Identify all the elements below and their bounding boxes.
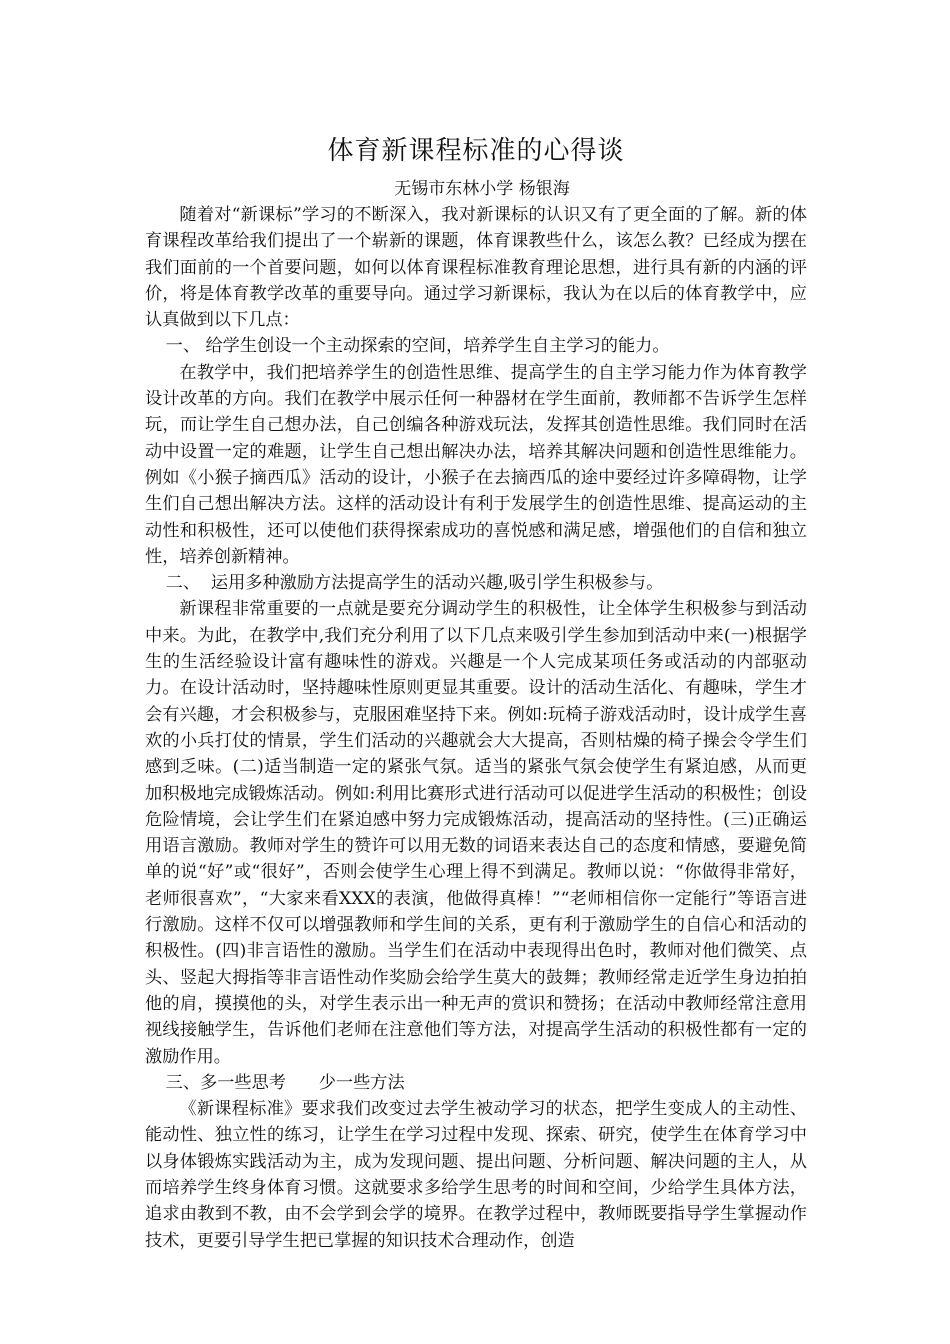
document-author: 无锡市东林小学 杨银海: [394, 179, 570, 199]
section-2-paragraph: 新课程非常重要的一点就是要充分调动学生的积极性，让全体学生积极参与到活动中来。为此，在教学中,我们充分利用了以下几点来吸引学生参加到活动中来(一)根据学生的生活经验设计富有趣味性的游戏。兴趣是一个人完成某项任务或活动的内部驱动力。在设计活动时，坚持趣味性原则更显其重要。设计的活动生活化、有趣味，学生才会有兴趣，才会积极参与，克服困难坚持下来。例如:玩椅子游戏活动时，设计成学生喜欢的小兵打仗的情景，学生们活动的兴趣就会大大提高，否则枯燥的椅子操会令学生们感到乏味。(二)适当制造一定的紧张气氛。适当的紧张气氛会使学生有紧迫感，从而更加积极地完成锻炼活动。例如:利用比赛形式进行活动可以促进学生活动的积极性；创设危险情境，会让学生们在紧迫感中努力完成锻炼活动，提高活动的坚持性。(三)正确运用语言激励。教师对学生的赞许可以用无数的词语来表达自己的态度和情感，要避免简单的说“好”或“很好”，否则会使学生心理上得不到满足。教师以说：“你做得非常好，老师很喜欢”，“大家来看XXX的表演，他做得真棒！”“老师相信你一定能行”等语言进行激励。这样不仅可以增强教师和学生间的关系，更有利于激励学生的自信心和活动的积极性。(四)非言语性的激励。当学生们在活动中表现得出色时，教师对他们微笑、点头、竖起大拇指等非言语性动作奖励会给学生莫大的鼓舞；教师经常走近学生身边拍拍他的肩，摸摸他的头，对学生表示出一种无声的赏识和赞扬；在活动中教师经常注意用视线接触学生，告诉他们老师在注意他们等方法，对提高学生活动的积极性都有一定的激励作用。: [145, 599, 807, 1067]
document-body: [145, 202, 807, 1254]
section-3-paragraph: 《新课程标准》要求我们改变过去学生被动学习的状态，把学生变成人的主动性、能动性、独立性的练习，让学生在学习过程中发现、探索、研究，使学生在体育学习中以身体锻炼实践活动为主，成为发现问题、提出问题、分析问题、解决问题的主人，从而培养学生终身体育习惯。这就要求多给学生思考的时间和空间，少给学生具体方法，追求由教到不教，由不会学到会学的境界。在教学过程中，教师既要指导学生掌握动作技术，更要引导学生把已掌握的知识技术合理动作，创造: [145, 1099, 807, 1251]
section-heading-3: 三、多一些思考 少一些方法: [165, 1072, 405, 1093]
section-1-paragraph: 在教学中，我们把培养学生的创造性思维、提高学生的自主学习能力作为体育教学设计改革的方向。我们在教学中展示任何一种器材在学生面前，教师都不告诉学生怎样玩，而让学生自己想办法，自己创编各种游戏玩法，发挥其创造性思维。我们同时在活动中设置一定的难题，让学生自己想出解决办法，培养其解决问题和创造性思维能力。例如《小猴子摘西瓜》活动的设计，小猴子在去摘西瓜的途中要经过许多障碍物，让学生们自己想出解决方法。这样的活动设计有利于发展学生的创造性思维、提高运动的主动性和积极性，还可以使他们获得探索成功的喜悦感和满足感，增强他们的自信和独立性，培养创新精神。: [145, 362, 807, 567]
document-page: [145, 128, 807, 1254]
section-heading-1: 一、 给学生创设一个主动探索的空间，培养学生自主学习的能力。: [165, 336, 670, 357]
section-heading-2: 二、 运用多种激励方法提高学生的活动兴趣,吸引学生积极参与。: [165, 573, 664, 594]
intro-paragraph: 随着对“新课标”学习的不断深入，我对新课标的认识又有了更全面的了解。新的体育课程改革给我们提出了一个崭新的课题，体育课教些什么，该怎么教？已经成为摆在我们面前的一个首要问题，如何以体育课程标准教育理论思想，进行具有新的内涵的评价，将是体育教学改革的重要导向。通过学习新课标，我认为在以后的体育教学中，应认真做到以下几点：: [145, 205, 807, 331]
document-title: 体育新课程标准的心得谈: [327, 136, 625, 166]
